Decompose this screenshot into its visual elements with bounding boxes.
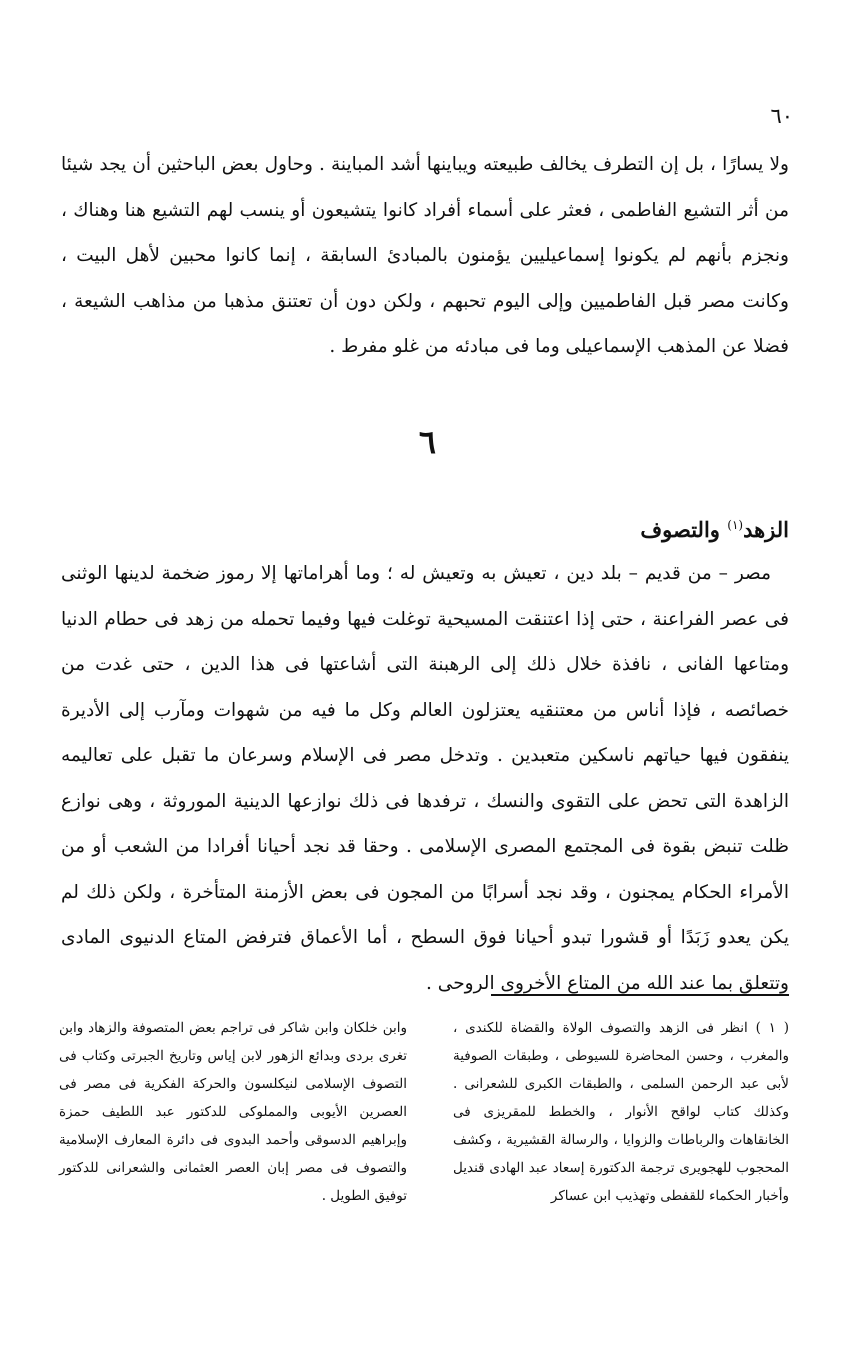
section-heading: [640, 507, 789, 548]
section-title-part1: الزهد: [743, 517, 789, 542]
footnote-separator: [491, 994, 789, 996]
section-title-part2: والتصوف: [640, 517, 720, 542]
footnote-marker[interactable]: (١): [727, 518, 744, 532]
footnote-right-column: ( ١ ) انظر فى الزهد والتصوف الولاة والقضاة للكندى ، والمغرب ، وحسن المحاضرة للسيوطى ، وطبقات الصوفية لأبى عبد الرحمن السلمى ، والطبقات الكبرى للشعرانى . وكذلك كتاب لواقح الأنوار ، والخطط للمقريزى فى الخانقاهات والرباطات والزوايا ، والرسالة القشيرية ، وكشف المحجوب للهجويرى ترجمة الدكتورة إسعاد عبد الهادى قنديل وأخبار الحكماء للقفطى وتهذيب ابن عساكر: [453, 1020, 789, 1204]
chapter-number: ٦: [418, 423, 437, 461]
section-paragraph: مصر – من قديم – بلد دين ، تعيش به وتعيش له ؛ وما أهراماتها إلا رموز ضخمة لدينها الوثنى فى عصر الفراعنة ، حتى إذا اعتنقت المسيحية توغلت فيها وفيما تحمله من زهد فى حطام الدنيا ومتاعها الفانى ، نافذة خلال ذلك إلى الرهبنة التى أشاعتها فى هذا الدين ، حتى غدت من خصائصه ، فإذا أناس من معتنقيه يعتزلون العالم وكل ما فيه من شهوات ومآرب إلى الأديرة ينفقون فيها حياتهم ناسكين متعبدين . وتدخل مصر فى الإسلام وسرعان ما تقبل على تعاليمه الزاهدة التى تحض على التقوى والنسك ، ترفدها فى ذلك نوازعها الدينية الموروثة ، وهى نوازع ظلت تنبض بقوة فى المجتمع المصرى الإسلامى . وحقا قد نجد أحيانا أفرادا من الشعب أو من الأمراء الحكام يمجنون ، وقد نجد أسرابًا من المجون فى بعض الأزمنة المتأخرة ، ولكن ذلك لم يكن يعدو زَبَدًا أو قشورا تبدو أحيانا فوق السطح ، أما الأعماق فترفض المتاع الدنيوى المادى وتتعلق بما عند الله من المتاع الأخروى الروحى .: [61, 563, 789, 994]
top-paragraph: ولا يسارًا ، بل إن التطرف يخالف طبيعته ويباينها أشد المباينة . وحاول بعض الباحثين أن يجد شيئا من أثر التشيع الفاطمى ، فعثر على أسماء أفراد كانوا يتشيعون أو ينسب لهم التشيع هنا وهناك ، ونجزم بأنهم لم يكونوا إسماعيليين يؤمنون بالمبادئ السابقة ، إنما كانوا محبين لأهل البيت ، وكانت مصر قبل الفاطميين وإلى اليوم تحبهم ، ولكن دون أن تعتنق مذهبا من مذاهب الشيعة ، فضلا عن المذهب الإسماعيلى وما فى مبادئه من غلو مفرط .: [61, 154, 789, 357]
page-number: ٦٠: [770, 104, 793, 128]
footnote-left-column: وابن خلكان وابن شاكر فى تراجم بعض المتصوفة والزهاد وابن تغرى بردى وبدائع الزهور لابن إياس وتاريخ الجبرتى وكتاب فى التصوف الإسلامى لنيكلسون والحركة الفكرية فى مصر فى العصرين الأيوبى والمملوكى للدكتور عبد اللطيف حمزة وإبراهيم الدسوقى وأحمد البدوى فى دائرة المعارف الإسلامية والتصوف فى مصر إبان العصر العثمانى والشعرانى للدكتور توفيق الطويل .: [59, 1020, 407, 1204]
